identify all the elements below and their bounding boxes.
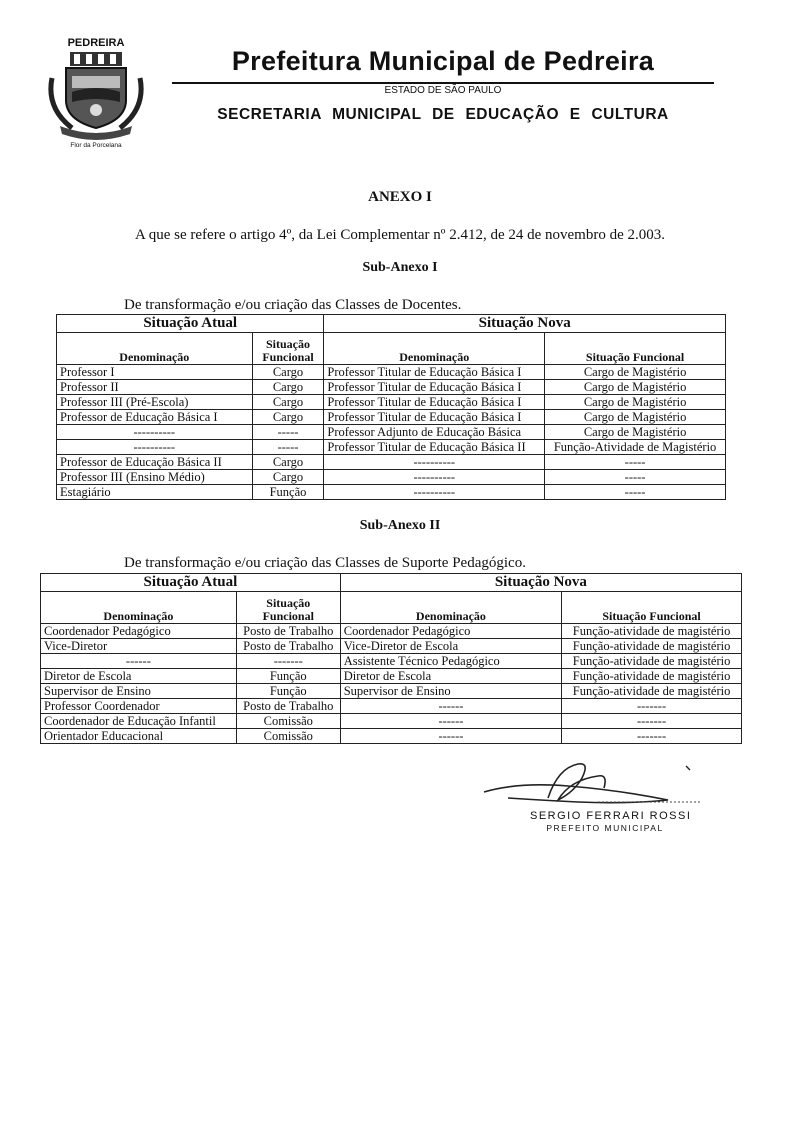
cell-denominacao-atual: ------ [41,654,237,669]
cell-situacao-nova: ----- [545,470,726,485]
docentes-table [56,314,726,500]
table-row [41,624,742,639]
cell-situacao-nova: Função-atividade de magistério [562,639,742,654]
cell-denominacao-atual: ---------- [57,425,253,440]
cell-situacao-atual: Função [236,669,340,684]
cell-situacao-atual: Cargo [252,365,324,380]
table-row [57,380,726,395]
cell-denominacao-nova: ------ [340,714,561,729]
group-header-atual: Situação Atual [41,574,341,592]
secretaria-heading: SECRETARIA MUNICIPAL DE EDUCAÇÃO E CULTURA [217,106,669,123]
cell-situacao-nova: ------- [562,699,742,714]
cell-denominacao-nova: ---------- [324,455,545,470]
cell-denominacao-nova: ---------- [324,485,545,500]
column-header-denominacao: Denominação [41,592,237,624]
cell-denominacao-atual: Professor I [57,365,253,380]
signatory-role: PREFEITO MUNICIPAL [546,823,664,833]
svg-text:PEDREIRA: PEDREIRA [67,37,125,49]
cell-denominacao-atual: Professor III (Pré-Escola) [57,395,253,410]
cell-situacao-atual: Função [252,485,324,500]
table-row [57,440,726,455]
table-row [57,425,726,440]
cell-situacao-atual: Cargo [252,455,324,470]
cell-denominacao-nova: Supervisor de Ensino [340,684,561,699]
table-row [41,729,742,744]
sub-anexo-1-title: Sub-Anexo I [362,260,438,275]
docentes-table-body [57,365,726,500]
cell-situacao-nova: Função-atividade de magistério [562,669,742,684]
signatory-name: SERGIO FERRARI ROSSI [530,810,692,822]
table-row [41,654,742,669]
cell-denominacao-atual: Orientador Educacional [41,729,237,744]
cell-denominacao-atual: Diretor de Escola [41,669,237,684]
cell-denominacao-nova: Diretor de Escola [340,669,561,684]
table-row [57,395,726,410]
cell-situacao-nova: ----- [545,455,726,470]
table-row [57,365,726,380]
cell-situacao-atual: Comissão [236,729,340,744]
cell-denominacao-nova: ------ [340,699,561,714]
cell-situacao-nova: Função-atividade de magistério [562,654,742,669]
cell-denominacao-nova: Professor Titular de Educação Básica II [324,440,545,455]
cell-denominacao-atual: Professor Coordenador [41,699,237,714]
column-header-situacao-funcional: Situação Funcional [545,333,726,365]
cell-situacao-atual: ----- [252,440,324,455]
cell-denominacao-atual: Coordenador Pedagógico [41,624,237,639]
cell-situacao-nova: Cargo de Magistério [545,425,726,440]
cell-denominacao-nova: Professor Adjunto de Educação Básica [324,425,545,440]
column-header-situacao-funcional: Situação Funcional [252,333,324,365]
coat-of-arms-logo [42,28,150,148]
cell-situacao-atual: ----- [252,425,324,440]
cell-situacao-atual: Cargo [252,470,324,485]
intro-text: A que se refere o artigo 4º, da Lei Complementar nº 2.412, de 24 de novembro de 2.003. [135,227,665,243]
cell-situacao-nova: Cargo de Magistério [545,380,726,395]
cell-situacao-nova: Função-atividade de magistério [562,624,742,639]
cell-situacao-nova: Cargo de Magistério [545,410,726,425]
table-row [41,714,742,729]
column-header-denominacao: Denominação [57,333,253,365]
cell-situacao-atual: Cargo [252,395,324,410]
table-row [57,410,726,425]
title-underline [172,82,714,84]
cell-denominacao-atual: Professor de Educação Básica II [57,455,253,470]
table-row [57,485,726,500]
cell-situacao-atual: Cargo [252,410,324,425]
suporte-table-body [41,624,742,744]
cell-situacao-nova: Cargo de Magistério [545,365,726,380]
cell-denominacao-nova: ---------- [324,470,545,485]
cell-denominacao-atual: Supervisor de Ensino [41,684,237,699]
cell-denominacao-nova: Professor Titular de Educação Básica I [324,380,545,395]
column-header-denominacao: Denominação [324,333,545,365]
sub-anexo-2-title: Sub-Anexo II [359,518,441,533]
table-row [41,699,742,714]
cell-denominacao-atual: Vice-Diretor [41,639,237,654]
cell-situacao-atual: Comissão [236,714,340,729]
cell-situacao-nova: ------- [562,729,742,744]
group-header-nova: Situação Nova [324,315,726,333]
column-header-situacao-funcional: Situação Funcional [236,592,340,624]
table-row [41,669,742,684]
anexo-title: ANEXO I [368,189,432,205]
handwritten-signature [478,758,708,814]
cell-denominacao-atual: ---------- [57,440,253,455]
cell-denominacao-atual: Estagiário [57,485,253,500]
cell-situacao-nova: Função-atividade de magistério [562,684,742,699]
cell-denominacao-nova: Assistente Técnico Pedagógico [340,654,561,669]
suporte-pedagogico-table [40,573,742,744]
cell-situacao-nova: ------- [562,714,742,729]
cell-denominacao-nova: Professor Titular de Educação Básica I [324,365,545,380]
cell-situacao-atual: ------- [236,654,340,669]
cell-denominacao-nova: Professor Titular de Educação Básica I [324,395,545,410]
group-header-nova: Situação Nova [340,574,741,592]
cell-situacao-atual: Posto de Trabalho [236,699,340,714]
table-row [57,470,726,485]
cell-denominacao-atual: Coordenador de Educação Infantil [41,714,237,729]
cell-situacao-atual: Cargo [252,380,324,395]
table-row [57,455,726,470]
cell-denominacao-atual: Professor III (Ensino Médio) [57,470,253,485]
sub-anexo-1-description: De transformação e/ou criação das Classes de Docentes. [124,297,462,313]
cell-denominacao-atual: Professor de Educação Básica I [57,410,253,425]
svg-text:Flor da Porcelana: Flor da Porcelana [70,142,122,148]
column-header-denominacao: Denominação [340,592,561,624]
sub-anexo-2-description: De transformação e/ou criação das Classes de Suporte Pedagógico. [124,555,526,571]
cell-denominacao-nova: Vice-Diretor de Escola [340,639,561,654]
table-row [41,639,742,654]
cell-denominacao-nova: ------ [340,729,561,744]
municipality-title: Prefeitura Municipal de Pedreira [231,46,655,76]
cell-situacao-nova: Cargo de Magistério [545,395,726,410]
cell-situacao-nova: Função-Atividade de Magistério [545,440,726,455]
cell-situacao-nova: ----- [545,485,726,500]
cell-denominacao-nova: Coordenador Pedagógico [340,624,561,639]
table-row [41,684,742,699]
cell-denominacao-nova: Professor Titular de Educação Básica I [324,410,545,425]
column-header-situacao-funcional: Situação Funcional [562,592,742,624]
cell-situacao-atual: Posto de Trabalho [236,639,340,654]
cell-denominacao-atual: Professor II [57,380,253,395]
cell-situacao-atual: Função [236,684,340,699]
cell-situacao-atual: Posto de Trabalho [236,624,340,639]
state-subtitle: ESTADO DE SÃO PAULO [384,85,502,96]
group-header-atual: Situação Atual [57,315,324,333]
